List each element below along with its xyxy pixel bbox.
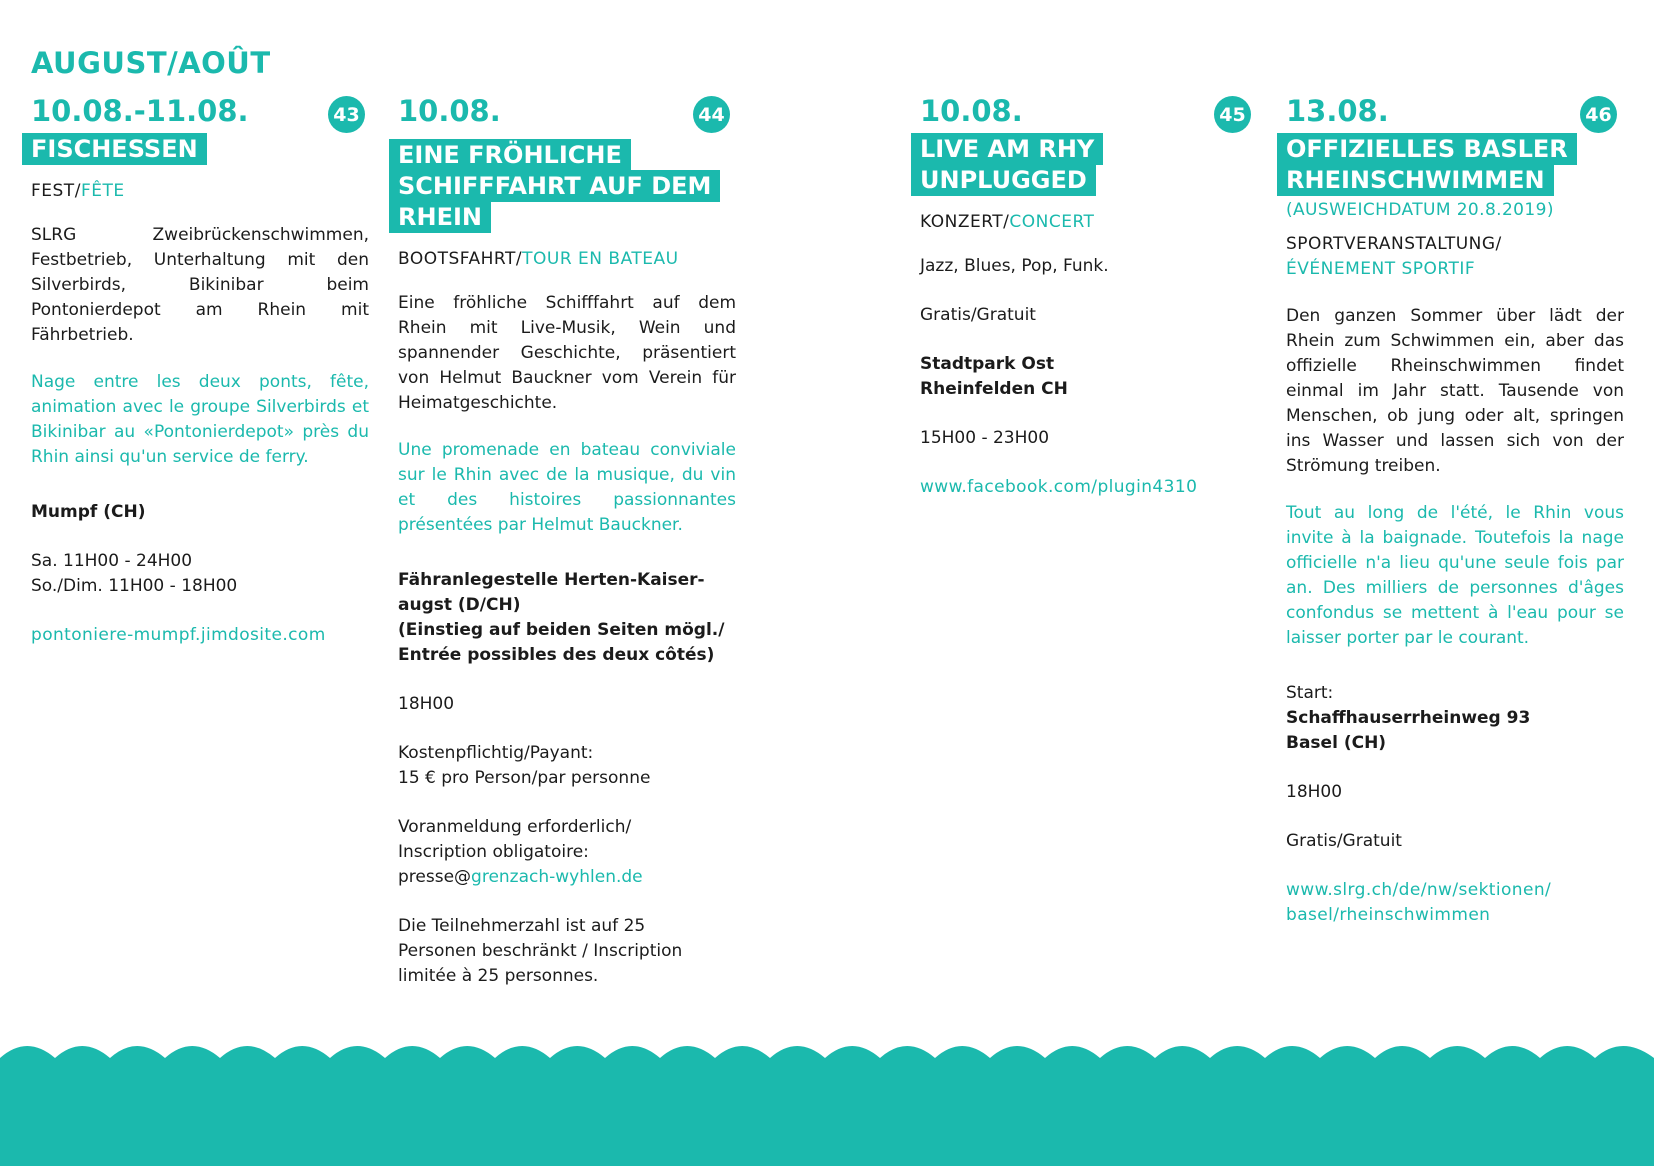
- event-title: EINE FRÖHLICHE SCHIFFFAHRT AUF DEM RHEIN: [389, 140, 736, 233]
- description-de: SLRG Zweibrückenschwimmen, Festbetrieb, Unterhaltung mit den Silverbirds, Bikinibar beim Pontonierdepot am Rhein mit Fährbetrieb.: [31, 225, 369, 345]
- event-link[interactable]: www.slrg.ch/de/nw/sektionen/ basel/rheinschwimmen: [1286, 880, 1552, 925]
- description-de: Eine fröhliche Schifffahrt auf dem Rhein mit Live-Musik, Wein und spannender Geschichte, präsentiert von Helmut Bauckner vom Verein für Heimatgeschichte.: [398, 293, 736, 413]
- event-price: Gratis/Gratuit: [920, 305, 1036, 325]
- event-link[interactable]: www.facebook.com/plugin4310: [920, 477, 1198, 497]
- event-number-badge: 43: [328, 96, 365, 133]
- event-note: Die Teilnehmerzahl ist auf 25 Personen beschränkt / Inscription limitée à 25 personnes.: [398, 916, 683, 986]
- event-registration: Voranmeldung erforderlich/ Inscription obligatoire: presse@grenzach-wyhlen.de: [398, 815, 736, 890]
- event-date: 10.08.-11.08.: [31, 94, 249, 128]
- event-time: 18H00: [398, 694, 455, 714]
- event-times: Sa. 11H00 - 24H00 So./Dim. 11H00 - 18H00: [31, 551, 238, 596]
- event-location: Start: Schaffhauserrheinweg 93 Basel (CH): [1286, 683, 1531, 753]
- description-fr: Tout au long de l'été, le Rhin vous invite à la baignade. Toutefois la nage officielle n'a lieu qu'une seule fois par an. Des milliers de personnes d'âges confondus se mettent à l'eau pour se laisser porter par le courant.: [1286, 503, 1624, 648]
- event-location: Fähranlegestelle Herten-Kaiser- augst (D/CH) (Einstieg auf beiden Seiten mögl./ Entrée possibles des deux côtés): [398, 570, 725, 665]
- event-number-badge: 44: [693, 96, 730, 133]
- event-title: FISCHESSEN: [22, 134, 369, 165]
- event-46: [1286, 92, 1624, 928]
- event-category: FEST/FÊTE: [31, 181, 125, 201]
- event-location: Mumpf (CH): [31, 502, 146, 522]
- event-date: 10.08.: [920, 94, 1023, 128]
- description-fr: Une promenade en bateau conviviale sur le Rhin avec de la musique, du vin et des histoires passionnantes présentées par Helmut Bauckner.: [398, 440, 736, 535]
- description-de: Den ganzen Sommer über lädt der Rhein zum Schwimmen ein, aber das offizielle Rheinschwimmen findet einmal im Jahr statt. Tausende von Menschen, ob jung oder alt, springen ins Wasser und lassen sich von der Strömung treiben.: [1286, 306, 1624, 476]
- event-link[interactable]: pontoniere-mumpf.jimdosite.com: [31, 625, 326, 645]
- event-title: OFFIZIELLES BASLER RHEINSCHWIMMEN: [1277, 134, 1624, 196]
- event-44: [398, 92, 736, 989]
- event-title: LIVE AM RHY UNPLUGGED: [911, 134, 1250, 196]
- event-date: 10.08.: [398, 94, 501, 128]
- description-fr: Nage entre les deux ponts, fête, animation avec le groupe Silverbirds et Bikinibar au «Pontonierdepot» près du Rhin ainsi qu'un service de ferry.: [31, 372, 369, 467]
- event-number-badge: 45: [1214, 96, 1251, 133]
- event-category: KONZERT/CONCERT: [920, 212, 1095, 232]
- month-heading: AUGUST/AOÛT: [31, 46, 271, 80]
- event-location: Stadtpark Ost Rheinfelden CH: [920, 354, 1068, 399]
- event-category: SPORTVERANSTALTUNG/ ÉVÉNEMENT SPORTIF: [1286, 234, 1502, 279]
- event-date: 13.08.: [1286, 94, 1389, 128]
- event-category: BOOTSFAHRT/TOUR EN BATEAU: [398, 249, 679, 269]
- event-genres: Jazz, Blues, Pop, Funk.: [920, 256, 1109, 276]
- event-subtitle: (AUSWEICHDATUM 20.8.2019): [1286, 200, 1554, 220]
- event-number-badge: 46: [1580, 96, 1617, 133]
- event-time: 15H00 - 23H00: [920, 428, 1050, 448]
- event-price: Kostenpflichtig/Payant: 15 € pro Person/par personne: [398, 743, 651, 788]
- event-time: 18H00: [1286, 782, 1343, 802]
- event-price: Gratis/Gratuit: [1286, 831, 1402, 851]
- wave-decoration: [0, 1036, 1654, 1166]
- event-email[interactable]: presse@grenzach-wyhlen.de: [398, 867, 643, 887]
- event-45: [920, 92, 1250, 517]
- event-43: [31, 92, 369, 665]
